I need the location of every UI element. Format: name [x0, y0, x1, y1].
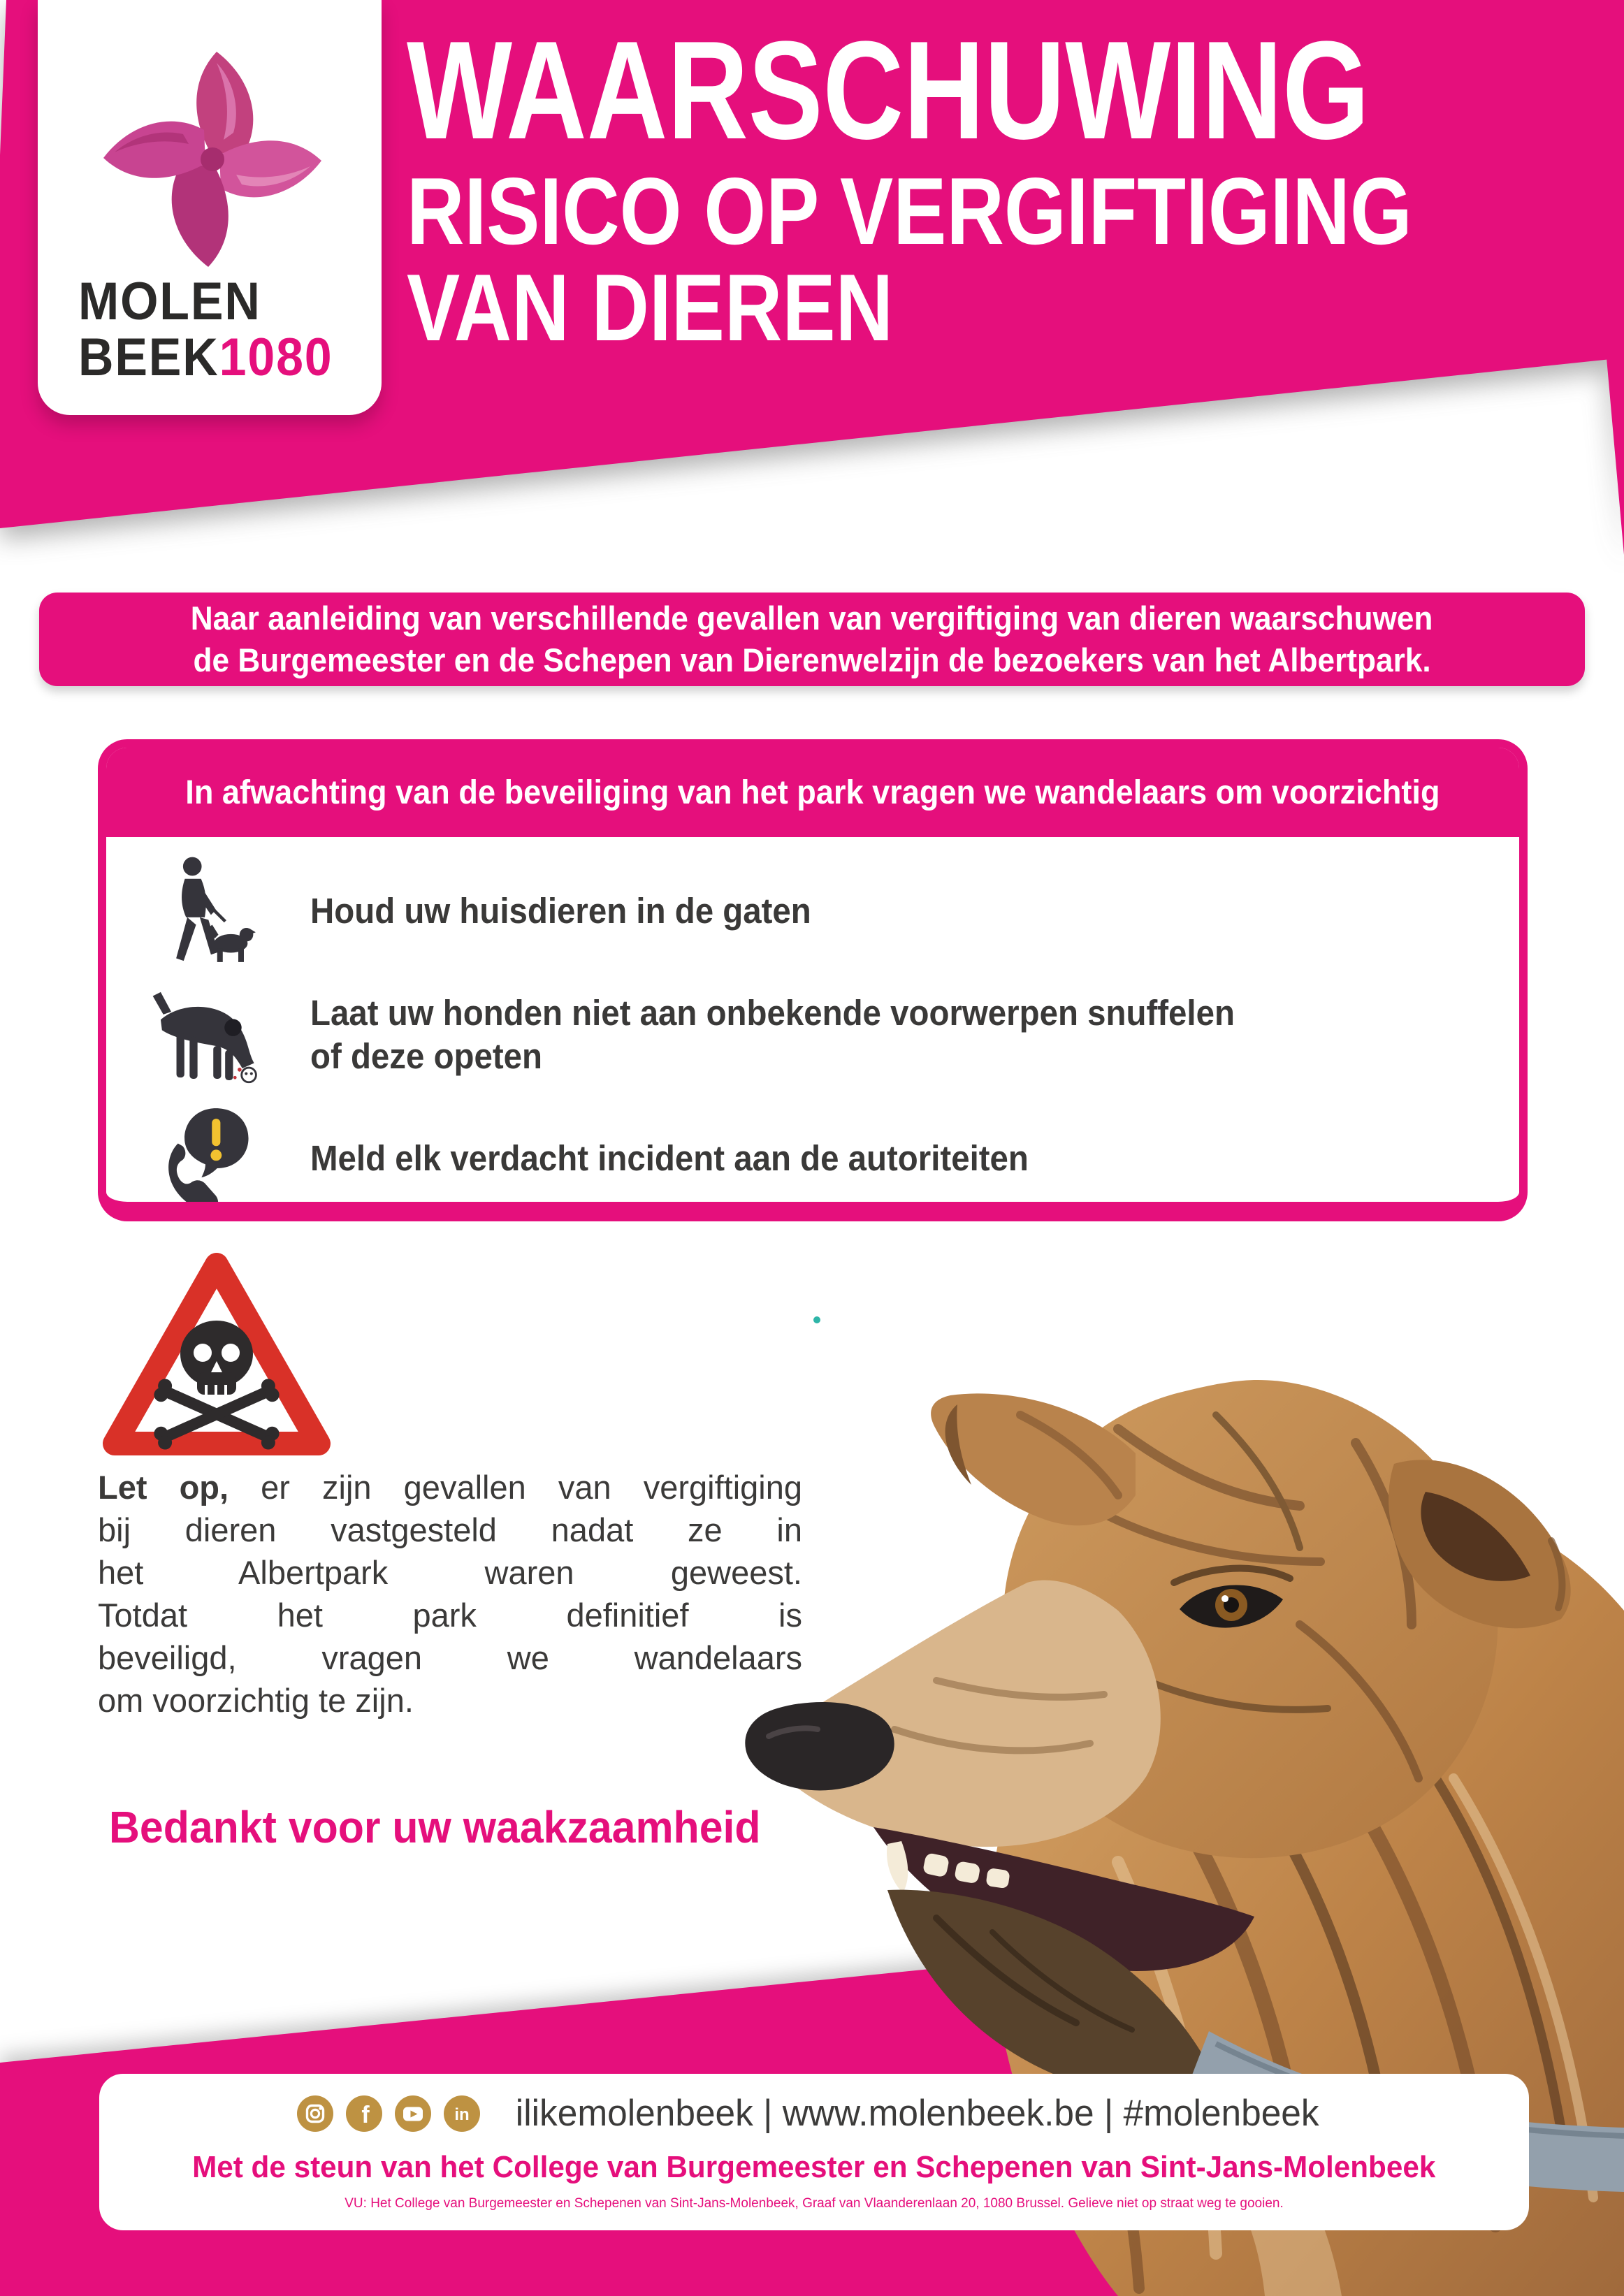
guideline-text: Houd uw huisdieren in de gaten: [310, 891, 811, 931]
dog-sniffing-icon: [145, 982, 264, 1087]
pinwheel-icon: [87, 42, 338, 273]
logo-line1: MOLEN: [78, 272, 261, 331]
footer-card: [99, 2074, 1529, 2230]
thanks-message: Bedankt voor uw waakzaamheid: [109, 1802, 761, 1852]
logo-wordmark: [78, 274, 333, 386]
dog-walker-icon: [145, 855, 264, 967]
phone-alert-icon: [145, 1103, 264, 1214]
intro-banner: [39, 593, 1585, 686]
guidelines-header-text: In afwachting van de beveiliging van het park vragen we wandelaars om voorzichtig: [185, 773, 1440, 811]
poster-title-line1: WAARSCHUWING: [407, 13, 1370, 168]
intro-banner-line1: Naar aanleiding van verschillende gevallen van vergiftiging van dieren waarschuwen: [191, 600, 1433, 637]
vu-legal-text: VU: Het College van Burgemeester en Schepenen van Sint-Jans-Molenbeek, Graaf van Vlaanderenlaan 20, 1080 Brussel. Gelieve niet op straat weg te gooien.: [345, 2196, 1284, 2211]
linkedin-icon: [443, 2095, 481, 2132]
social-text: ilikemolenbeek | www.molenbeek.be | #molenbeek: [516, 2093, 1319, 2134]
poster-title-line2: RISICO OP VERGIFTIGING: [407, 158, 1412, 264]
guidelines-header: [106, 748, 1519, 837]
molenbeek-logo-card: [38, 0, 382, 415]
guideline-text: of deze opeten: [310, 1036, 543, 1076]
logo-number: 1080: [219, 328, 333, 387]
skull-crossbones-warning-icon: [98, 1248, 335, 1468]
paragraph-lead: Let op,: [98, 1469, 229, 1506]
paragraph-line1: er zijn gevallen van vergiftiging: [261, 1469, 802, 1506]
header-band-fold: [1604, 356, 1624, 555]
paragraph-line5: beveiligd, vragen we wandelaars: [98, 1639, 802, 1676]
guideline-item-no-sniffing: [145, 970, 1480, 1100]
svg-text:f: f: [361, 2101, 370, 2128]
guideline-item-watch-pets: [145, 852, 1480, 970]
logo-line2: BEEK: [78, 328, 219, 387]
social-row: [296, 2092, 1331, 2135]
guidelines-box: [98, 739, 1528, 1221]
paragraph-line2: bij dieren vastgesteld nadat ze in: [98, 1511, 802, 1548]
guideline-item-report: [145, 1100, 1480, 1217]
guideline-text: Laat uw honden niet aan onbekende voorwerpen snuffelen: [310, 993, 1235, 1033]
support-text: Met de steun van het College van Burgemeester en Schepenen van Sint-Jans-Molenbeek: [192, 2150, 1436, 2184]
warning-paragraph: [98, 1466, 802, 1722]
facebook-icon: [345, 2095, 383, 2132]
paragraph-line6: om voorzichtig te zijn.: [98, 1682, 414, 1719]
poster-title-line3: VAN DIEREN: [407, 254, 894, 361]
paragraph-line4: Totdat het park definitief is: [98, 1597, 802, 1634]
instagram-icon: [296, 2095, 334, 2132]
paragraph-line3: het Albertpark waren geweest.: [98, 1554, 802, 1591]
guideline-text: Meld elk verdacht incident aan de autoriteiten: [310, 1138, 1029, 1178]
youtube-icon: [394, 2095, 432, 2132]
svg-text:in: in: [454, 2105, 470, 2124]
intro-banner-line2: de Burgemeester en de Schepen van Dierenwelzijn de bezoekers van het Albertpark.: [193, 641, 1431, 678]
